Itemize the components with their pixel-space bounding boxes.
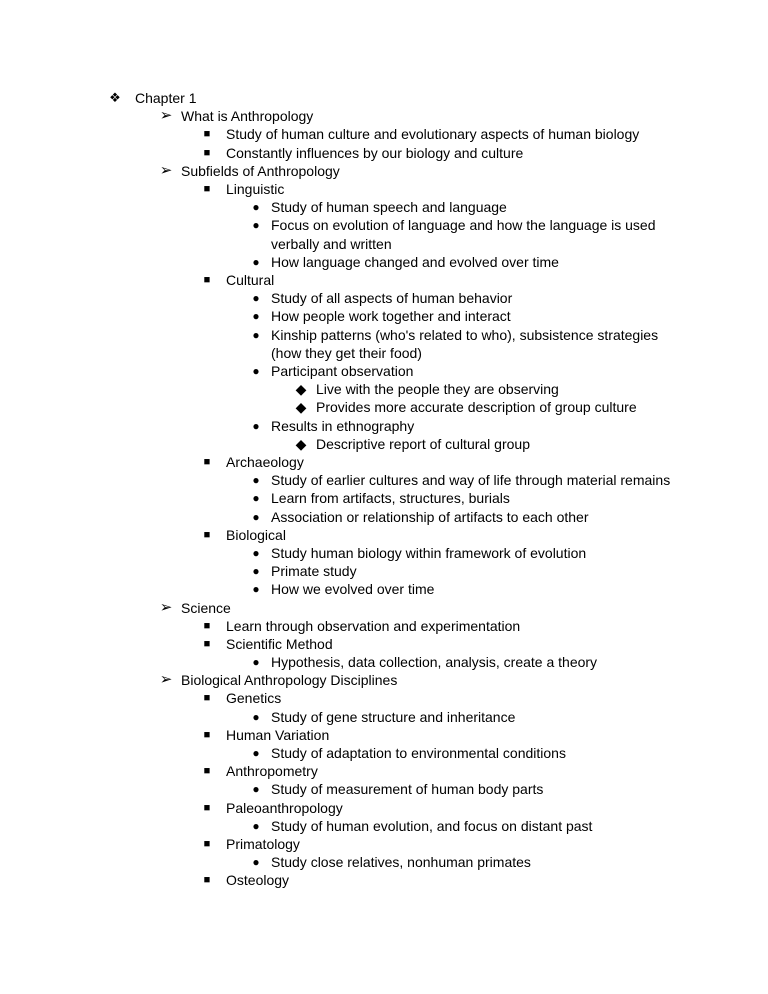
outline-item-level-2 xyxy=(0,526,768,544)
outline-item-text: Study human biology within framework of evolution xyxy=(271,544,587,561)
outline-item-level-3 xyxy=(0,708,768,726)
outline-item-level-1 xyxy=(0,599,768,617)
disc-bullet-icon: ● xyxy=(252,327,260,342)
outline-item-text: Provides more accurate description of group culture xyxy=(316,399,637,416)
disc-bullet-icon: ● xyxy=(252,491,260,506)
disc-bullet-icon: ● xyxy=(252,254,260,269)
disc-bullet-icon: ● xyxy=(252,363,260,378)
square-bullet-icon: ■ xyxy=(203,765,211,778)
outline-item-level-2 xyxy=(0,125,768,143)
outline-item-text: Human Variation xyxy=(226,726,330,743)
square-bullet-icon: ■ xyxy=(203,838,211,851)
outline-item-level-3 xyxy=(0,198,768,216)
square-bullet-icon: ■ xyxy=(203,273,211,286)
square-bullet-icon: ■ xyxy=(203,637,211,650)
outline-item-level-3 xyxy=(0,508,768,526)
arrow-bullet-icon: ➢ xyxy=(159,107,173,125)
outline-item-text: Study of human culture and evolutionary aspects of human biology xyxy=(226,126,640,143)
outline-item-level-3 xyxy=(0,562,768,580)
outline-item-text: How language changed and evolved over time xyxy=(271,253,559,270)
outline-item-level-3 xyxy=(0,326,768,362)
outline-item-level-3 xyxy=(0,580,768,598)
outline-item-level-3 xyxy=(0,653,768,671)
document-outline xyxy=(0,89,768,890)
outline-item-level-2 xyxy=(0,871,768,889)
filled-diamond-bullet-icon: ◆ xyxy=(295,381,307,398)
outline-item-level-0 xyxy=(0,89,768,107)
outline-item-level-3 xyxy=(0,544,768,562)
outline-item-text: Participant observation xyxy=(271,362,414,379)
outline-item-level-2 xyxy=(0,144,768,162)
outline-item-level-2 xyxy=(0,180,768,198)
outline-item-text: Linguistic xyxy=(226,180,285,197)
disc-bullet-icon: ● xyxy=(252,200,260,215)
outline-item-level-3 xyxy=(0,362,768,380)
outline-item-text: How people work together and interact xyxy=(271,308,511,325)
outline-item-level-3 xyxy=(0,471,768,489)
diamond-bullet-icon: ❖ xyxy=(109,90,121,105)
disc-bullet-icon: ● xyxy=(252,545,260,560)
outline-item-text: Study of gene structure and inheritance xyxy=(271,708,516,725)
outline-item-text: Archaeology xyxy=(226,453,304,470)
outline-item-level-3 xyxy=(0,780,768,798)
outline-item-level-2 xyxy=(0,835,768,853)
outline-item-text: Paleoanthropology xyxy=(226,799,343,816)
outline-item-level-1 xyxy=(0,107,768,125)
outline-item-text: Hypothesis, data collection, analysis, create a theory xyxy=(271,654,598,671)
outline-item-text: Learn through observation and experimentation xyxy=(226,617,521,634)
outline-item-level-3 xyxy=(0,744,768,762)
outline-item-text: Study of human evolution, and focus on distant past xyxy=(271,817,593,834)
outline-item-text: Osteology xyxy=(226,872,290,889)
outline-item-level-3 xyxy=(0,817,768,835)
outline-item-text: Constantly influences by our biology and culture xyxy=(226,144,524,161)
outline-item-level-4 xyxy=(0,435,768,453)
outline-item-text: Science xyxy=(181,599,231,616)
outline-item-level-2 xyxy=(0,689,768,707)
outline-item-text: Focus on evolution of language and how the language is used verbally and written xyxy=(271,217,656,252)
outline-item-level-1 xyxy=(0,162,768,180)
disc-bullet-icon: ● xyxy=(252,655,260,670)
outline-item-level-2 xyxy=(0,635,768,653)
outline-item-level-4 xyxy=(0,380,768,398)
outline-item-text: Study of measurement of human body parts xyxy=(271,781,544,798)
outline-item-text: What is Anthropology xyxy=(181,108,314,125)
filled-diamond-bullet-icon: ◆ xyxy=(295,399,307,416)
outline-item-text: Anthropometry xyxy=(226,763,318,780)
outline-item-text: Primate study xyxy=(271,563,357,580)
outline-item-level-2 xyxy=(0,762,768,780)
square-bullet-icon: ■ xyxy=(203,692,211,705)
outline-item-text: Kinship patterns (who's related to who), subsistence strategies (how they get their food) xyxy=(271,326,659,361)
disc-bullet-icon: ● xyxy=(252,855,260,870)
outline-item-text: Descriptive report of cultural group xyxy=(316,435,530,452)
outline-item-text: Association or relationship of artifacts to each other xyxy=(271,508,589,525)
outline-item-level-2 xyxy=(0,799,768,817)
outline-item-text: Chapter 1 xyxy=(135,90,197,106)
outline-item-level-2 xyxy=(0,617,768,635)
disc-bullet-icon: ● xyxy=(252,509,260,524)
square-bullet-icon: ■ xyxy=(203,455,211,468)
outline-item-level-3 xyxy=(0,853,768,871)
outline-item-text: Cultural xyxy=(226,271,275,288)
outline-item-level-1 xyxy=(0,671,768,689)
disc-bullet-icon: ● xyxy=(252,473,260,488)
square-bullet-icon: ■ xyxy=(203,528,211,541)
outline-item-level-3 xyxy=(0,289,768,307)
outline-item-level-3 xyxy=(0,216,768,252)
disc-bullet-icon: ● xyxy=(252,782,260,797)
disc-bullet-icon: ● xyxy=(252,582,260,597)
outline-item-text: Scientific Method xyxy=(226,635,333,652)
outline-item-text: How we evolved over time xyxy=(271,581,435,598)
outline-item-text: Subfields of Anthropology xyxy=(181,162,340,179)
outline-item-text: Genetics xyxy=(226,690,282,707)
outline-item-level-2 xyxy=(0,726,768,744)
square-bullet-icon: ■ xyxy=(203,874,211,887)
square-bullet-icon: ■ xyxy=(203,182,211,195)
outline-item-level-3 xyxy=(0,253,768,271)
outline-item-text: Learn from artifacts, structures, burials xyxy=(271,490,510,507)
square-bullet-icon: ■ xyxy=(203,728,211,741)
outline-item-level-3 xyxy=(0,417,768,435)
outline-item-level-2 xyxy=(0,271,768,289)
outline-item-text: Study of adaptation to environmental conditions xyxy=(271,745,566,762)
outline-item-text: Biological Anthropology Disciplines xyxy=(181,672,398,689)
outline-item-text: Primatology xyxy=(226,836,300,853)
disc-bullet-icon: ● xyxy=(252,709,260,724)
disc-bullet-icon: ● xyxy=(252,218,260,233)
arrow-bullet-icon: ➢ xyxy=(159,598,173,616)
outline-item-level-3 xyxy=(0,307,768,325)
square-bullet-icon: ■ xyxy=(203,619,211,632)
disc-bullet-icon: ● xyxy=(252,818,260,833)
outline-item-text: Study of human speech and language xyxy=(271,199,507,216)
square-bullet-icon: ■ xyxy=(203,128,211,141)
outline-item-text: Study of all aspects of human behavior xyxy=(271,290,513,307)
outline-item-level-3 xyxy=(0,489,768,507)
square-bullet-icon: ■ xyxy=(203,801,211,814)
filled-diamond-bullet-icon: ◆ xyxy=(295,435,307,452)
disc-bullet-icon: ● xyxy=(252,564,260,579)
disc-bullet-icon: ● xyxy=(252,746,260,761)
arrow-bullet-icon: ➢ xyxy=(159,161,173,179)
outline-item-level-4 xyxy=(0,398,768,416)
outline-item-level-2 xyxy=(0,453,768,471)
outline-item-text: Biological xyxy=(226,526,286,543)
disc-bullet-icon: ● xyxy=(252,309,260,324)
outline-item-text: Results in ethnography xyxy=(271,417,415,434)
outline-item-text: Live with the people they are observing xyxy=(316,381,559,398)
outline-item-text: Study close relatives, nonhuman primates xyxy=(271,854,531,871)
outline-item-text: Study of earlier cultures and way of life through material remains xyxy=(271,472,671,489)
disc-bullet-icon: ● xyxy=(252,418,260,433)
arrow-bullet-icon: ➢ xyxy=(159,671,173,689)
square-bullet-icon: ■ xyxy=(203,146,211,159)
disc-bullet-icon: ● xyxy=(252,291,260,306)
